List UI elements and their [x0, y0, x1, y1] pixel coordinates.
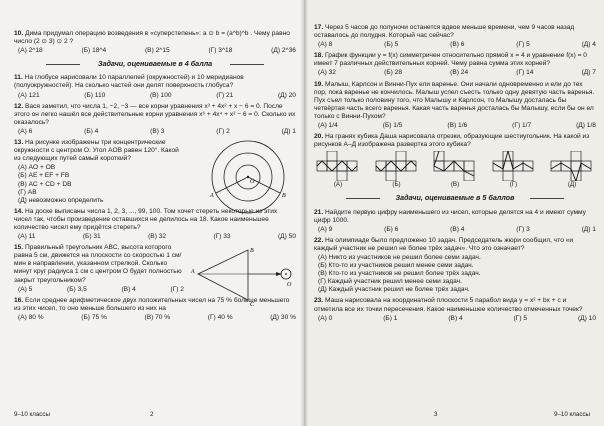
answer-option: (Г) 2	[170, 285, 184, 293]
cube-net-e	[550, 151, 594, 181]
answer-options	[314, 226, 596, 234]
problem-number: 22.	[314, 236, 324, 244]
answer-option: (В) 4	[448, 314, 463, 322]
answer-options	[14, 286, 184, 294]
problem-number: 11.	[14, 74, 23, 82]
answer-option: (В) 1/6	[447, 122, 468, 130]
answer-option: (В) Кто-то из участников не решил более трёх задач.	[318, 270, 481, 278]
problem-text: На олимпиаде было предложено 10 задач. Председатель жюри сообщил, что «и каждый участник не решил не более трёх задач». Что это означает?	[314, 236, 574, 252]
svg-text:A: A	[210, 193, 214, 200]
answer-option: (Б) 110	[84, 91, 106, 99]
cube-net-option	[433, 151, 477, 189]
answer-option: (Г) 1/7	[512, 122, 532, 130]
answer-option: (А) 8	[318, 41, 333, 49]
problem-16	[14, 297, 296, 322]
cube-net-label: (Д)	[567, 181, 577, 189]
answer-option: (В) 2^15	[144, 47, 170, 55]
footer-grade: 9–10 классы	[14, 411, 50, 418]
problem-text: График функции y = f(x) симметричен относительно прямой x = 4 и уравнение f(x) = 0 имеет 7 различных действительных корней. Чему равна сумма этих корней?	[314, 52, 587, 68]
problem-18	[314, 52, 596, 77]
answer-option: (В) 32	[148, 233, 167, 241]
problem-number: 18.	[314, 52, 324, 60]
answer-option: (Д) Каждый участник решил не более трёх задач.	[318, 286, 470, 294]
section-heading-4: Задачи, оцениваемые в 4 балла	[14, 60, 296, 68]
answer-option: (А) 11	[18, 233, 36, 241]
problem-20	[314, 133, 596, 189]
vertex-label: C	[250, 302, 255, 309]
problem-text: Маша нарисовала на координатной плоскости 5 парабол вида y = x² + bx + c и отметила все их точки пересечения. Какое наименьшее количество отмеченных точек?	[314, 297, 583, 313]
page-right	[304, 0, 604, 426]
problem-number: 21.	[314, 208, 324, 216]
answer-options	[314, 69, 596, 77]
answer-option: (Г) 3^18	[208, 47, 233, 55]
answer-option: (Б) AE + EF + FB	[18, 172, 70, 180]
cube-net-option	[492, 151, 536, 189]
problem-text: Найдите первую цифру наименьшего из чисел, которые делятся на 4 и имеют сумму цифр 1000.	[314, 208, 586, 224]
problem-19	[314, 81, 596, 131]
problem-text: На доске выписаны числа 1, 2, 3, ..., 99, 100. Том хочет стереть некоторые из этих чисел так, чтобы произведение оставшихся не делилось на 18. Какое наименьшее количество чисел ему придётся стереть?	[14, 207, 278, 231]
answer-option: (В) 4	[121, 285, 136, 293]
answer-option: (А) 1/4	[318, 122, 338, 130]
answer-option: (Д) 10	[577, 314, 596, 322]
answer-option: (Г) 3	[516, 225, 530, 233]
problem-23	[314, 297, 596, 322]
problem-11	[14, 74, 296, 99]
answer-option: (Б) 18^4	[81, 47, 107, 55]
problem-number: 16.	[14, 296, 24, 304]
answer-option: (Г) AB	[18, 188, 37, 196]
problem-text: Малыш, Карлсон и Винни-Пух ели варенье. Они начали одновременно и ели до тех пор, пока варенье не кончилось. Малыш успел съесть только одну девятую часть варенья. Пух съел только половину того, что Малышу и Карлсон, то Малышу досталась бы четвёртая часть всего варенья. Какая часть варенья досталась бы Малышу, если бы он ел только с Винни-Пухом?	[314, 80, 595, 120]
answer-option: (Б) 3,5	[67, 285, 87, 293]
problem-number: 10.	[14, 30, 24, 37]
answer-option: (Г) 2	[216, 127, 230, 135]
answer-option: (Д) 20	[277, 91, 296, 99]
cube-net-label: (В)	[450, 181, 460, 189]
answer-options	[14, 92, 296, 100]
right-column	[314, 24, 596, 326]
cube-net-label: (Г)	[509, 181, 518, 189]
answer-option: (Б) 1/5	[382, 122, 403, 130]
answer-option: (А) Никто из участников не решил более семи задач.	[318, 253, 481, 261]
answer-option: (Б) 1	[383, 314, 398, 322]
answer-option: (Г) 40 %	[207, 313, 233, 321]
answer-option: (А) 2^18	[18, 47, 43, 55]
answer-option: (Д) 1/8	[576, 122, 596, 130]
cube-net-option	[375, 151, 419, 189]
answer-options	[314, 254, 596, 294]
vertex-label: A	[191, 269, 195, 276]
answer-options	[314, 41, 596, 49]
answer-option: (Д) невозможно определить	[18, 196, 104, 204]
problem-number: 13.	[14, 139, 24, 147]
problem-number: 15.	[14, 244, 24, 252]
answer-option: (А) 6	[18, 127, 33, 135]
answer-option: (Б) 31	[82, 233, 101, 241]
answer-option: (Д) 30 %	[270, 313, 296, 321]
concentric-circles-figure	[192, 135, 296, 215]
answer-option: (А) 121	[18, 91, 40, 99]
answer-option: (Д) 7	[581, 69, 596, 77]
problem-21	[314, 209, 596, 234]
problem-number: 20.	[314, 133, 324, 141]
problem-text: Вася заметил, что числа 1, −2, −3 — все корни уравнения x³ + 4x² + x − 6 = 0. После этого он легко нашёл все действительные корни уравнения x⁶ + 4x⁴ + x² − 6 = 0. Сколько их оказалось?	[14, 102, 296, 126]
answer-option: (А) 5	[18, 285, 33, 293]
answer-option: (А) AO + OB	[18, 164, 56, 172]
problem-12	[14, 103, 296, 136]
svg-text:O: O	[250, 179, 255, 186]
answer-option: (Б) 5	[384, 41, 399, 49]
cube-net-option	[316, 151, 360, 189]
problem-number: 14.	[14, 207, 24, 215]
problem-22	[314, 237, 596, 295]
answer-option: (Д) 1	[281, 127, 296, 135]
problem-text: На глобусе нарисовали 10 параллелей (окружностей) и 10 меридианов (полуокружностей). На сколько частей они делят поверхность глобуса?	[14, 74, 244, 90]
problem-text: На гранях кубика Даша нарисовала отрезки, образующие шестиугольник. На какой из рисунков А–Д изображена развертка этого кубика?	[314, 133, 590, 149]
answer-option: (Д) 1	[581, 225, 596, 233]
answer-option: (Б) 28	[384, 69, 403, 77]
problem-text: Правильный треугольник ABC, высота которого равна 5 см, движется на плоскости со скоростью 1 см/мин в направлении, указанном стрелкой. Сколько минут круг радиуса 1 см с центром O будет полностью закрыт треугольником?	[14, 244, 182, 284]
answer-option: (А) 0	[318, 314, 333, 322]
problem-10	[14, 30, 296, 55]
answer-option: (В) 3	[150, 127, 165, 135]
answer-options	[314, 122, 596, 130]
answer-option: (Г) 5	[513, 314, 528, 322]
answer-option: (Б) 4	[84, 127, 99, 135]
problem-text: На рисунке изображены три концентрические окружности с центром O. Угол AOB равен 120°. Какой из следующих путей самый короткий?	[14, 139, 179, 163]
footer-grade: 9–10 классы	[554, 411, 590, 418]
answer-option: (В) 100	[149, 91, 172, 99]
answer-option: (Б) Кто-то из участников решил менее семи задач.	[318, 262, 474, 270]
problem-17	[314, 24, 596, 49]
cube-net-d	[492, 151, 536, 181]
svg-text:B: B	[282, 193, 286, 200]
problem-text: Дима придумал операцию возведения в «суперстепень»: a ⊙ b = (a^b)^b . Чему равно число (2 ⊙ 3) ⊙ 2 ?	[14, 30, 290, 46]
answer-options	[14, 164, 184, 204]
answer-options	[14, 47, 296, 55]
problem-14	[14, 208, 296, 241]
problem-13	[14, 139, 296, 205]
answer-option: (Г) 14	[516, 69, 534, 77]
problem-number: 12.	[14, 102, 24, 110]
cube-net-label: (А)	[333, 181, 343, 189]
answer-option: (В) 4	[450, 225, 465, 233]
answer-option: (А) 32	[318, 69, 336, 77]
answer-option: (Г) 5	[516, 41, 530, 49]
answer-option: (Д) 2^36	[271, 47, 296, 55]
answer-options	[14, 233, 296, 241]
answer-option: (В) 70 %	[144, 313, 171, 321]
footer-page-number: 3	[434, 411, 438, 418]
answer-option: (В) 6	[450, 41, 465, 49]
cube-net-a	[316, 151, 360, 181]
cube-net-b	[375, 151, 419, 181]
answer-options	[14, 314, 296, 322]
answer-option: (Б) 6	[384, 225, 399, 233]
cube-net-c	[433, 151, 477, 181]
problem-number: 19.	[314, 80, 324, 88]
answer-option: (Д) 50	[277, 233, 296, 241]
answer-option: (Д) 4	[581, 41, 596, 49]
answer-option: (Г) 21	[216, 91, 234, 99]
binding-fold	[300, 0, 308, 426]
answer-option: (В) AC + CD + DB	[18, 180, 72, 188]
answer-options	[314, 315, 596, 323]
footer-page-number: 2	[150, 411, 154, 418]
vertex-label: B	[250, 248, 254, 255]
section-heading-5: Задачи, оцениваемые в 5 баллов	[314, 194, 596, 202]
cube-nets-row	[314, 151, 596, 189]
problem-number: 17.	[314, 24, 324, 31]
cube-net-option	[550, 151, 594, 189]
answer-option: (Г) 33	[213, 233, 231, 241]
answer-option: (А) 80 %	[18, 313, 44, 321]
cube-net-label: (Б)	[392, 181, 401, 189]
answer-option: (А) 9	[318, 225, 333, 233]
left-column	[14, 30, 296, 325]
center-label: O	[287, 282, 292, 289]
problem-number: 23.	[314, 297, 324, 305]
answer-option: (В) 24	[450, 69, 469, 77]
problem-text: Через 5 часов до полуночи останется вдвое меньше времени, чем 9 часов назад оставалось до полудня. Который час сейчас?	[314, 24, 575, 40]
answer-option: (Б) 75 %	[81, 313, 107, 321]
problem-text: Если среднее арифметическое двух положительных чисел на 75 % больше меньшего из этих чисел, то оно меньше большего из них на	[14, 296, 290, 312]
answer-option: (Г) Каждый участник решил менее семи задач.	[318, 278, 462, 286]
